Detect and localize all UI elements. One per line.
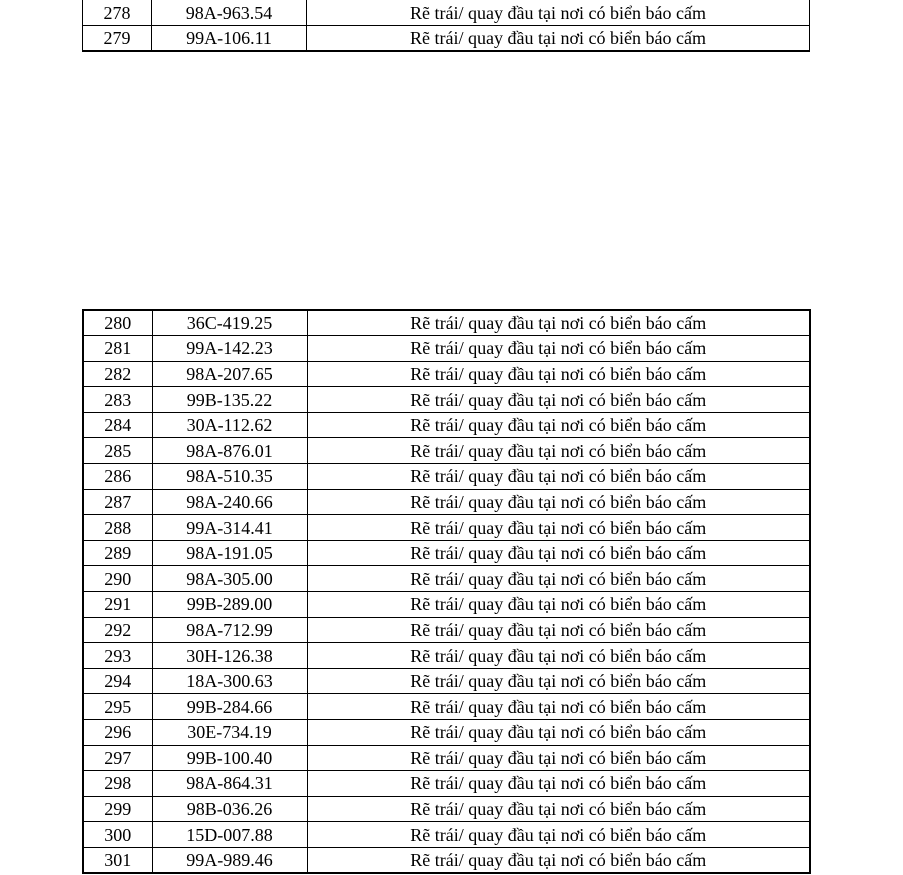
row-number-cell: 289: [83, 540, 152, 566]
table-row: [83, 361, 810, 387]
violation-cell: Rẽ trái/ quay đầu tại nơi có biển báo cấm: [307, 489, 810, 515]
row-number-cell: 292: [83, 617, 152, 643]
row-number-cell: 298: [83, 771, 152, 797]
license-plate-cell: 99A-142.23: [152, 336, 307, 362]
license-plate-cell: 99B-284.66: [152, 694, 307, 720]
violation-cell: Rẽ trái/ quay đầu tại nơi có biển báo cấm: [307, 566, 810, 592]
violation-cell: Rẽ trái/ quay đầu tại nơi có biển báo cấm: [307, 668, 810, 694]
table-row: [83, 617, 810, 643]
row-number-cell: 296: [83, 720, 152, 746]
row-number-cell: 291: [83, 592, 152, 618]
row-number-cell: 287: [83, 489, 152, 515]
table-row: [83, 412, 810, 438]
table-row: [83, 668, 810, 694]
table-row: [83, 464, 810, 490]
violation-cell: Rẽ trái/ quay đầu tại nơi có biển báo cấm: [307, 822, 810, 848]
table-row: [83, 336, 810, 362]
license-plate-cell: 99B-100.40: [152, 745, 307, 771]
license-plate-cell: 36C-419.25: [152, 310, 307, 336]
table-row: [83, 694, 810, 720]
table-row: [83, 592, 810, 618]
table-row: [83, 515, 810, 541]
license-plate-cell: 99A-314.41: [152, 515, 307, 541]
violation-cell: Rẽ trái/ quay đầu tại nơi có biển báo cấm: [307, 617, 810, 643]
license-plate-cell: 99B-135.22: [152, 387, 307, 413]
violation-cell: Rẽ trái/ quay đầu tại nơi có biển báo cấm: [307, 387, 810, 413]
table-row: [83, 720, 810, 746]
table-row: [83, 822, 810, 848]
table-row: [83, 796, 810, 822]
violation-cell: Rẽ trái/ quay đầu tại nơi có biển báo cấm: [307, 771, 810, 797]
row-number-cell: 278: [83, 0, 152, 26]
row-number-cell: 281: [83, 336, 152, 362]
violation-cell: Rẽ trái/ quay đầu tại nơi có biển báo cấm: [307, 745, 810, 771]
violation-cell: Rẽ trái/ quay đầu tại nơi có biển báo cấm: [307, 336, 810, 362]
table-row: [83, 310, 810, 336]
license-plate-cell: 98A-876.01: [152, 438, 307, 464]
table-row: [83, 0, 810, 26]
table-body: [83, 310, 810, 873]
violation-cell: Rẽ trái/ quay đầu tại nơi có biển báo cấm: [307, 694, 810, 720]
row-number-cell: 282: [83, 361, 152, 387]
row-number-cell: 285: [83, 438, 152, 464]
violation-cell: Rẽ trái/ quay đầu tại nơi có biển báo cấm: [307, 515, 810, 541]
violations-table-bottom: [82, 309, 811, 874]
license-plate-cell: 98A-305.00: [152, 566, 307, 592]
license-plate-cell: 99B-289.00: [152, 592, 307, 618]
row-number-cell: 290: [83, 566, 152, 592]
license-plate-cell: 98A-864.31: [152, 771, 307, 797]
violation-cell: Rẽ trái/ quay đầu tại nơi có biển báo cấm: [307, 438, 810, 464]
row-number-cell: 283: [83, 387, 152, 413]
row-number-cell: 288: [83, 515, 152, 541]
violation-cell: Rẽ trái/ quay đầu tại nơi có biển báo cấm: [307, 361, 810, 387]
violation-cell: Rẽ trái/ quay đầu tại nơi có biển báo cấm: [307, 847, 810, 873]
violations-table-top: [82, 0, 810, 52]
row-number-cell: 293: [83, 643, 152, 669]
violation-cell: Rẽ trái/ quay đầu tại nơi có biển báo cấm: [307, 643, 810, 669]
violation-cell: Rẽ trái/ quay đầu tại nơi có biển báo cấm: [307, 720, 810, 746]
license-plate-cell: 98A-240.66: [152, 489, 307, 515]
violation-cell: Rẽ trái/ quay đầu tại nơi có biển báo cấm: [307, 412, 810, 438]
violation-cell: Rẽ trái/ quay đầu tại nơi có biển báo cấm: [307, 0, 810, 26]
violation-cell: Rẽ trái/ quay đầu tại nơi có biển báo cấm: [307, 592, 810, 618]
table-row: [83, 26, 810, 52]
table-row: [83, 771, 810, 797]
license-plate-cell: 30A-112.62: [152, 412, 307, 438]
row-number-cell: 280: [83, 310, 152, 336]
row-number-cell: 297: [83, 745, 152, 771]
license-plate-cell: 98A-712.99: [152, 617, 307, 643]
table-row: [83, 387, 810, 413]
license-plate-cell: 98B-036.26: [152, 796, 307, 822]
license-plate-cell: 15D-007.88: [152, 822, 307, 848]
row-number-cell: 286: [83, 464, 152, 490]
license-plate-cell: 98A-191.05: [152, 540, 307, 566]
row-number-cell: 301: [83, 847, 152, 873]
violation-cell: Rẽ trái/ quay đầu tại nơi có biển báo cấm: [307, 310, 810, 336]
row-number-cell: 279: [83, 26, 152, 52]
violation-cell: Rẽ trái/ quay đầu tại nơi có biển báo cấm: [307, 540, 810, 566]
row-number-cell: 294: [83, 668, 152, 694]
license-plate-cell: 99A-989.46: [152, 847, 307, 873]
row-number-cell: 295: [83, 694, 152, 720]
table-row: [83, 566, 810, 592]
table-body: [83, 0, 810, 51]
table-row: [83, 489, 810, 515]
table-row: [83, 540, 810, 566]
license-plate-cell: 98A-963.54: [152, 0, 307, 26]
row-number-cell: 284: [83, 412, 152, 438]
license-plate-cell: 30E-734.19: [152, 720, 307, 746]
table-row: [83, 643, 810, 669]
table-row: [83, 438, 810, 464]
row-number-cell: 300: [83, 822, 152, 848]
license-plate-cell: 98A-207.65: [152, 361, 307, 387]
license-plate-cell: 18A-300.63: [152, 668, 307, 694]
violation-cell: Rẽ trái/ quay đầu tại nơi có biển báo cấm: [307, 796, 810, 822]
row-number-cell: 299: [83, 796, 152, 822]
table-row: [83, 847, 810, 873]
violation-cell: Rẽ trái/ quay đầu tại nơi có biển báo cấm: [307, 26, 810, 52]
table-row: [83, 745, 810, 771]
license-plate-cell: 98A-510.35: [152, 464, 307, 490]
license-plate-cell: 99A-106.11: [152, 26, 307, 52]
violation-cell: Rẽ trái/ quay đầu tại nơi có biển báo cấm: [307, 464, 810, 490]
license-plate-cell: 30H-126.38: [152, 643, 307, 669]
